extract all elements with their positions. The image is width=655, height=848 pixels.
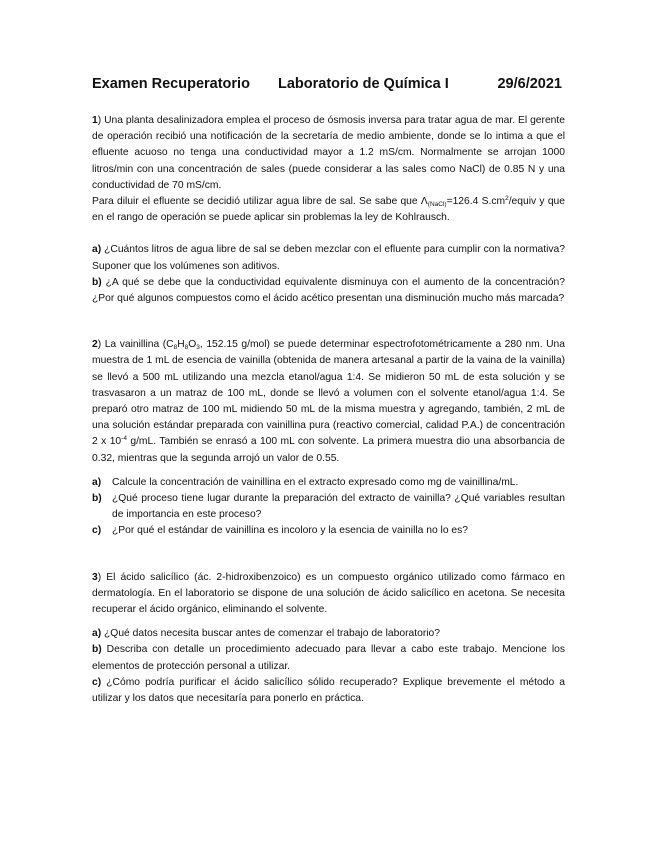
- question-1-statement: 1) Una planta desalinizadora emplea el proceso de ósmosis inversa para tratar agua de mar. El gerente de operación recibió una notificación de la secretaría de medio ambiente, donde se lo intima a que el efluente acuoso no tenga una conductividad mayor a 1.2 mS/cm. Normalmente se arrojan 1000 litros/min con una concentración de sales (puede considerar a las sales como NaCl) de 0.85 N y una conductividad de 70 mS/cm.: [92, 115, 565, 191]
- question-3-statement: 3) El ácido salicílico (ác. 2-hidroxibenzoico) es un compuesto orgánico utilizado como fármaco en dermatología. En el laboratorio se dispone de una solución de ácido salicílico en acetona. Se necesita recuperar el ácido orgánico, eliminando el solvente.: [92, 571, 565, 616]
- question-2-item-c: c) ¿Por qué el estándar de vainillina es incoloro y la esencia de vainilla no lo es?: [92, 525, 469, 537]
- question-2-item-b: b) ¿Qué proceso tiene lugar durante la preparación del extracto de vainilla? ¿Qué variables resultan de importancia en este proceso?: [92, 493, 565, 521]
- question-1-item-a: a) ¿Cuántos litros de agua libre de sal se deben mezclar con el efluente para cumplir con la normativa? Suponer que los volúmenes son aditivos.: [92, 244, 565, 272]
- question-3-item-b: b) Describa con detalle un procedimiento adecuado para llevar a cabo este trabajo. Mencione los elementos de protección personal a utilizar.: [92, 644, 565, 672]
- question-number: 2: [92, 339, 98, 351]
- question-2: [92, 337, 565, 539]
- question-1-item-b: b) ¿A qué se debe que la conductividad equivalente disminuya con el aumento de la concentración? ¿Por qué algunos compuestos como el ácido acético presentan una disminución mucho más marcada?: [92, 276, 565, 305]
- question-2-statement: 2) La vainillina ($C_8H_8O_3$, 152.15 g/mol) se puede determinar espectrofotométricamente a 280 nm. Una muestra de 1 mL de esencia de vainilla (obtenida de manera artesanal a partir de la vaina de la vainilla) se llevó a 500 mL utilizando una mezcla etanol/agua 1:4. Se midieron 50 mL de esta solución y se trasvasaron a un matraz de 100 mL, donde se llevó a volumen con el solvente etanol/agua 1:4. Se preparó otro matraz de 100 mL midiendo 50 mL de la misma muestra y agregando, también, 2 mL de una solución estándar preparada con vainillina pura (reactivo comercial, calidad P.A.) de concentración 2 x $10^{-4}$ g/mL. También se enrasó a 100 mL con solvente. La primera muestra dio una absorbancia de 0.32, mientras que la segunda arrojó un valor de 0.55.: [92, 339, 565, 464]
- question-1: [92, 113, 565, 307]
- exam-date: 29/6/2021: [497, 76, 562, 92]
- question-3: [92, 570, 565, 708]
- exam-header: [92, 76, 562, 96]
- question-number: 3: [92, 571, 98, 583]
- question-number: 1: [92, 115, 98, 126]
- course-title: Laboratorio de Química I: [278, 76, 449, 92]
- question-3-item-c: c) ¿Cómo podría purificar el ácido salicílico sólido recuperado? Explique brevemente el método a utilizar y los datos que necesitaría para ponerlo en práctica.: [92, 676, 565, 705]
- question-3-item-a: a) ¿Qué datos necesita buscar antes de comenzar el trabajo de laboratorio?: [92, 628, 441, 640]
- question-1-context: Para diluir el efluente se decidió utilizar agua libre de sal. Se sabe que $\Lambda_{(NaCl)}=126.4$ $S.cm^2$/equiv y que en el rango de operación se puede aplicar sin problemas la ley de Kohlrausch.: [92, 195, 565, 224]
- question-2-items: [92, 475, 565, 540]
- exam-body: [92, 113, 565, 707]
- exam-title: Examen Recuperatorio: [92, 76, 250, 92]
- question-2-item-a: a) Calcule la concentración de vainillina en el extracto expresado como mg de vainillina/mL.: [92, 476, 519, 488]
